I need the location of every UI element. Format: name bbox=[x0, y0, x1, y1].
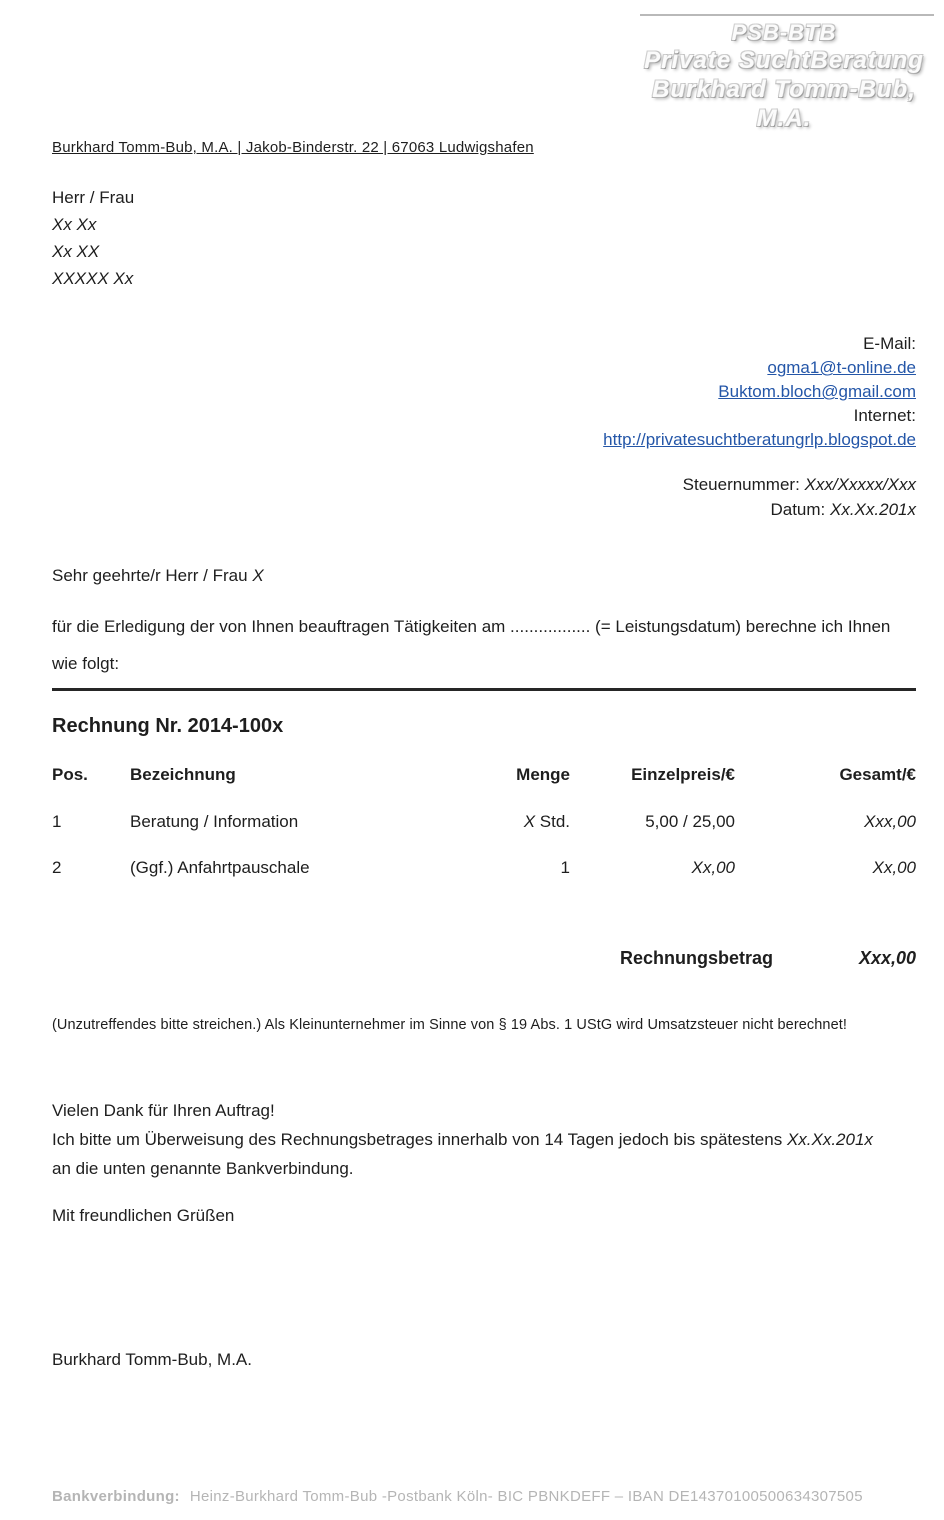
col-header-total: Gesamt/€ bbox=[839, 765, 916, 784]
section-divider-line bbox=[52, 688, 916, 691]
item-name: Beratung / Information bbox=[130, 812, 299, 831]
invoice-total-label: Rechnungsbetrag bbox=[619, 948, 773, 968]
payment-terms-line bbox=[52, 1125, 932, 1154]
internet-label: Internet: bbox=[853, 406, 916, 425]
item-qty-unit: Std. bbox=[535, 812, 570, 831]
greeting-text: Sehr geehrte/r Herr / Frau bbox=[52, 566, 253, 585]
table-header-row bbox=[52, 765, 916, 785]
invoice-total-value: Xxx,00 bbox=[858, 948, 916, 968]
date-value: Xx.Xx.201x bbox=[830, 500, 916, 519]
payment-terms-text: Ich bitte um Überweisung des Rechnungsbetrages innerhalb von 14 Tagen jedoch bis spätestens bbox=[52, 1130, 787, 1149]
closing-paragraph bbox=[52, 1096, 932, 1183]
email-link-1[interactable]: ogma1@t-online.de bbox=[767, 358, 916, 377]
signature-name: Burkhard Tomm-Bub, M.A. bbox=[52, 1350, 252, 1369]
recipient-address-block bbox=[52, 184, 134, 292]
item-pos: 1 bbox=[52, 812, 62, 831]
table-row bbox=[52, 812, 916, 832]
email-link-2[interactable]: Buktom.bloch@gmail.com bbox=[718, 382, 916, 401]
item-total: Xxx,00 bbox=[864, 812, 916, 831]
col-header-name: Bezeichnung bbox=[130, 765, 236, 784]
item-unit-price: Xx,00 bbox=[691, 858, 735, 877]
meta-block bbox=[683, 472, 916, 522]
item-qty-placeholder: X bbox=[523, 812, 536, 831]
col-header-qty: Menge bbox=[516, 765, 570, 784]
tax-number-line bbox=[683, 472, 916, 497]
recipient-name-placeholder: Xx Xx bbox=[52, 215, 97, 234]
item-qty: 1 bbox=[560, 858, 570, 877]
invoice-title: Rechnung Nr. 2014-100x bbox=[52, 715, 284, 737]
contact-block bbox=[603, 332, 916, 452]
intro-line-1: für die Erledigung der von Ihnen beauftragen Tätigkeiten am ................. (= Leistungsdatum) berechne ich Ihnen bbox=[52, 617, 891, 636]
bank-details-text: Heinz-Burkhard Tomm-Bub -Postbank Köln- BIC PBNKDEFF – IBAN DE14370100500634307505 bbox=[189, 1488, 863, 1505]
sender-address-line: Burkhard Tomm-Bub, M.A. | Jakob-Binderstr. 22 | 67063 Ludwigshafen bbox=[52, 139, 534, 156]
table-row bbox=[52, 858, 916, 878]
website-link[interactable]: http://privatesuchtberatungrlp.blogspot.de bbox=[603, 430, 916, 449]
logo-company-name: Private SuchtBeratung bbox=[644, 47, 924, 74]
email-label: E-Mail: bbox=[863, 334, 916, 353]
col-header-pos: Pos. bbox=[52, 765, 88, 784]
tax-number-value: Xxx/Xxxxx/Xxx bbox=[804, 475, 916, 494]
regards-line: Mit freundlichen Grüßen bbox=[52, 1206, 235, 1225]
payment-due-date-placeholder: Xx.Xx.201x bbox=[786, 1130, 873, 1149]
recipient-city-placeholder: XXXXX Xx bbox=[52, 269, 134, 288]
greeting-line bbox=[52, 566, 264, 586]
tax-number-label: Steuernummer: bbox=[682, 475, 805, 494]
item-pos: 2 bbox=[52, 858, 62, 877]
recipient-street-placeholder: Xx XX bbox=[52, 242, 100, 261]
intro-line-2: wie folgt: bbox=[52, 654, 120, 673]
item-unit-price: 5,00 / 25,00 bbox=[645, 812, 735, 831]
recipient-salutation: Herr / Frau bbox=[52, 188, 135, 207]
bank-reference-line: an die unten genannte Bankverbindung. bbox=[52, 1159, 354, 1178]
greeting-name-placeholder: X bbox=[252, 566, 264, 585]
header-divider-line bbox=[640, 14, 934, 16]
date-line bbox=[683, 497, 916, 522]
item-name: (Ggf.) Anfahrtpauschale bbox=[130, 858, 310, 877]
item-total: Xx,00 bbox=[872, 858, 916, 877]
tax-exemption-note: (Unzutreffendes bitte streichen.) Als Kleinunternehmer im Sinne von § 19 Abs. 1 UStG wird Umsatzsteuer nicht berechnet! bbox=[52, 1017, 848, 1033]
col-header-unit-price: Einzelpreis/€ bbox=[631, 765, 735, 784]
bank-details-footer bbox=[52, 1488, 863, 1505]
company-logo bbox=[632, 20, 936, 133]
intro-paragraph bbox=[52, 608, 920, 682]
logo-owner-name: Burkhard Tomm-Bub, M.A. bbox=[652, 76, 916, 132]
thanks-line: Vielen Dank für Ihren Auftrag! bbox=[52, 1101, 275, 1120]
date-label: Datum: bbox=[770, 500, 830, 519]
bank-details-label: Bankverbindung: bbox=[52, 1488, 180, 1505]
logo-acronym: PSB-BTB bbox=[731, 20, 837, 45]
item-qty bbox=[392, 812, 570, 832]
